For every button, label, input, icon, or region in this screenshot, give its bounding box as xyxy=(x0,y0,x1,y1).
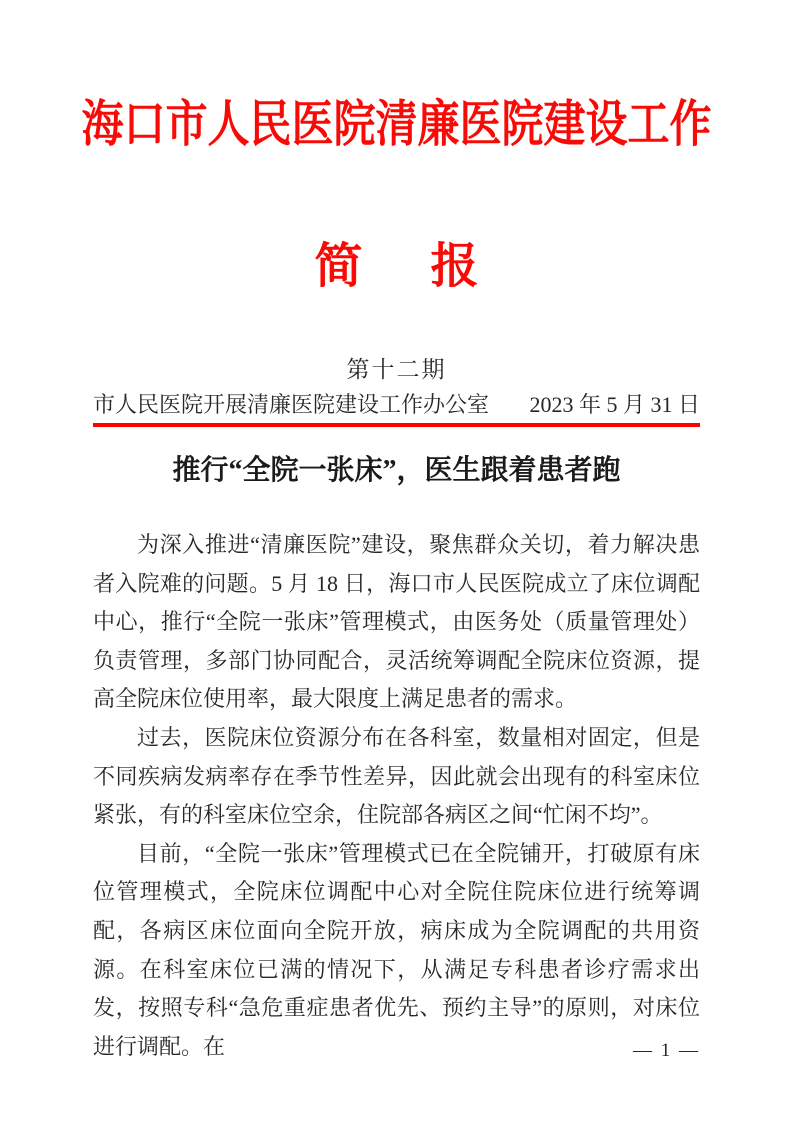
article-title: 推行“全院一张床”，医生跟着患者跑 xyxy=(172,455,621,486)
article-body xyxy=(93,526,700,1066)
issue-number: 第十二期 xyxy=(346,357,447,382)
issue-date: 2023 年 5 月 31 日 xyxy=(529,392,700,417)
masthead-org-title: 海口市人民医院清廉医院建设工作 xyxy=(81,96,712,152)
masthead-divider-rule xyxy=(93,423,700,427)
article-paragraph-2: 过去，医院床位资源分布在各科室，数量相对固定，但是不同疾病发病率存在季节性差异，因此就会出现有的科室床位紧张，有的科室床位空余，住院部各病区之间“忙闲不均”。 xyxy=(93,724,700,828)
article-paragraph-1: 为深入推进“清廉医院”建设，聚焦群众关切，着力解决患者入院难的问题。5 月 18 日，海口市人民医院成立了床位调配中心，推行“全院一张床”管理模式，由医务处（质量管理处）负责管理，多部门协同配合，灵活统筹调配全院床位资源，提高全院床位使用率，最大限度上满足患者的需求。 xyxy=(93,532,700,712)
article-paragraph-3: 目前，“全院一张床”管理模式已在全院铺开，打破原有床位管理模式，全院床位调配中心对全院住院床位进行统筹调配，各病区床位面向全院开放，病床成为全院调配的共用资源。在科室床位已满的情况下，从满足专科患者诊疗需求出发，按照专科“急危重症患者优先、预约主导”的原则，对床位进行调配。在 xyxy=(93,840,700,1059)
office-date-row xyxy=(93,391,700,419)
page-number: — 1 — xyxy=(633,1040,700,1061)
issuing-office: 市人民医院开展清廉医院建设工作办公室 xyxy=(93,392,490,417)
masthead-bulletin-title: 简 报 xyxy=(314,240,489,293)
